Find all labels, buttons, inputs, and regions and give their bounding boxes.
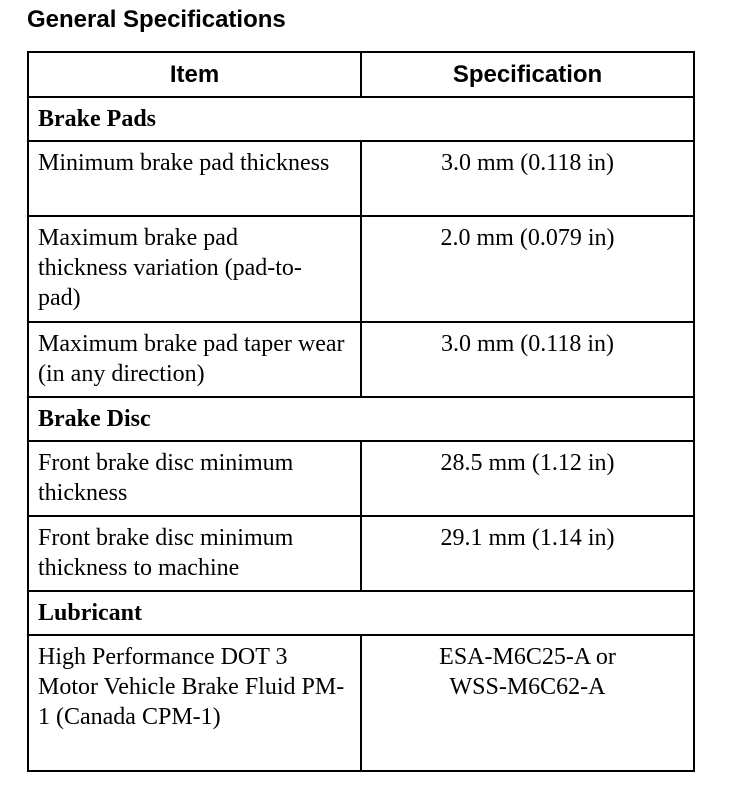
table-row (28, 516, 694, 591)
table-row (28, 141, 694, 216)
spec-cell: 3.0 mm (0.118 in) (361, 141, 694, 216)
table-row (28, 635, 694, 771)
specifications-table (27, 51, 695, 772)
item-cell: Front brake disc minimum thickness to machine (28, 516, 361, 591)
table-header-row (28, 52, 694, 97)
section-title: Brake Pads (28, 97, 694, 141)
section-title: Brake Disc (28, 397, 694, 441)
table-row (28, 322, 694, 397)
spec-cell: 28.5 mm (1.12 in) (361, 441, 694, 516)
section-row-brake-pads (28, 97, 694, 141)
section-title: Lubricant (28, 591, 694, 635)
spec-cell: 29.1 mm (1.14 in) (361, 516, 694, 591)
column-header-item: Item (28, 52, 361, 97)
spec-cell: 3.0 mm (0.118 in) (361, 322, 694, 397)
section-row-brake-disc (28, 397, 694, 441)
item-cell: Maximum brake pad taper wear (in any direction) (28, 322, 361, 397)
spec-cell: ESA-M6C25-A or WSS-M6C62-A (361, 635, 694, 771)
section-row-lubricant (28, 591, 694, 635)
item-cell: High Performance DOT 3 Motor Vehicle Brake Fluid PM-1 (Canada CPM-1) (28, 635, 361, 771)
page-title: General Specifications (27, 6, 286, 33)
item-cell: Minimum brake pad thickness (28, 141, 361, 216)
table-row (28, 216, 694, 322)
table-row (28, 441, 694, 516)
column-header-specification: Specification (361, 52, 694, 97)
spec-cell: 2.0 mm (0.079 in) (361, 216, 694, 322)
item-cell: Front brake disc minimum thickness (28, 441, 361, 516)
item-cell: Maximum brake pad thickness variation (pad-to-pad) (28, 216, 361, 322)
